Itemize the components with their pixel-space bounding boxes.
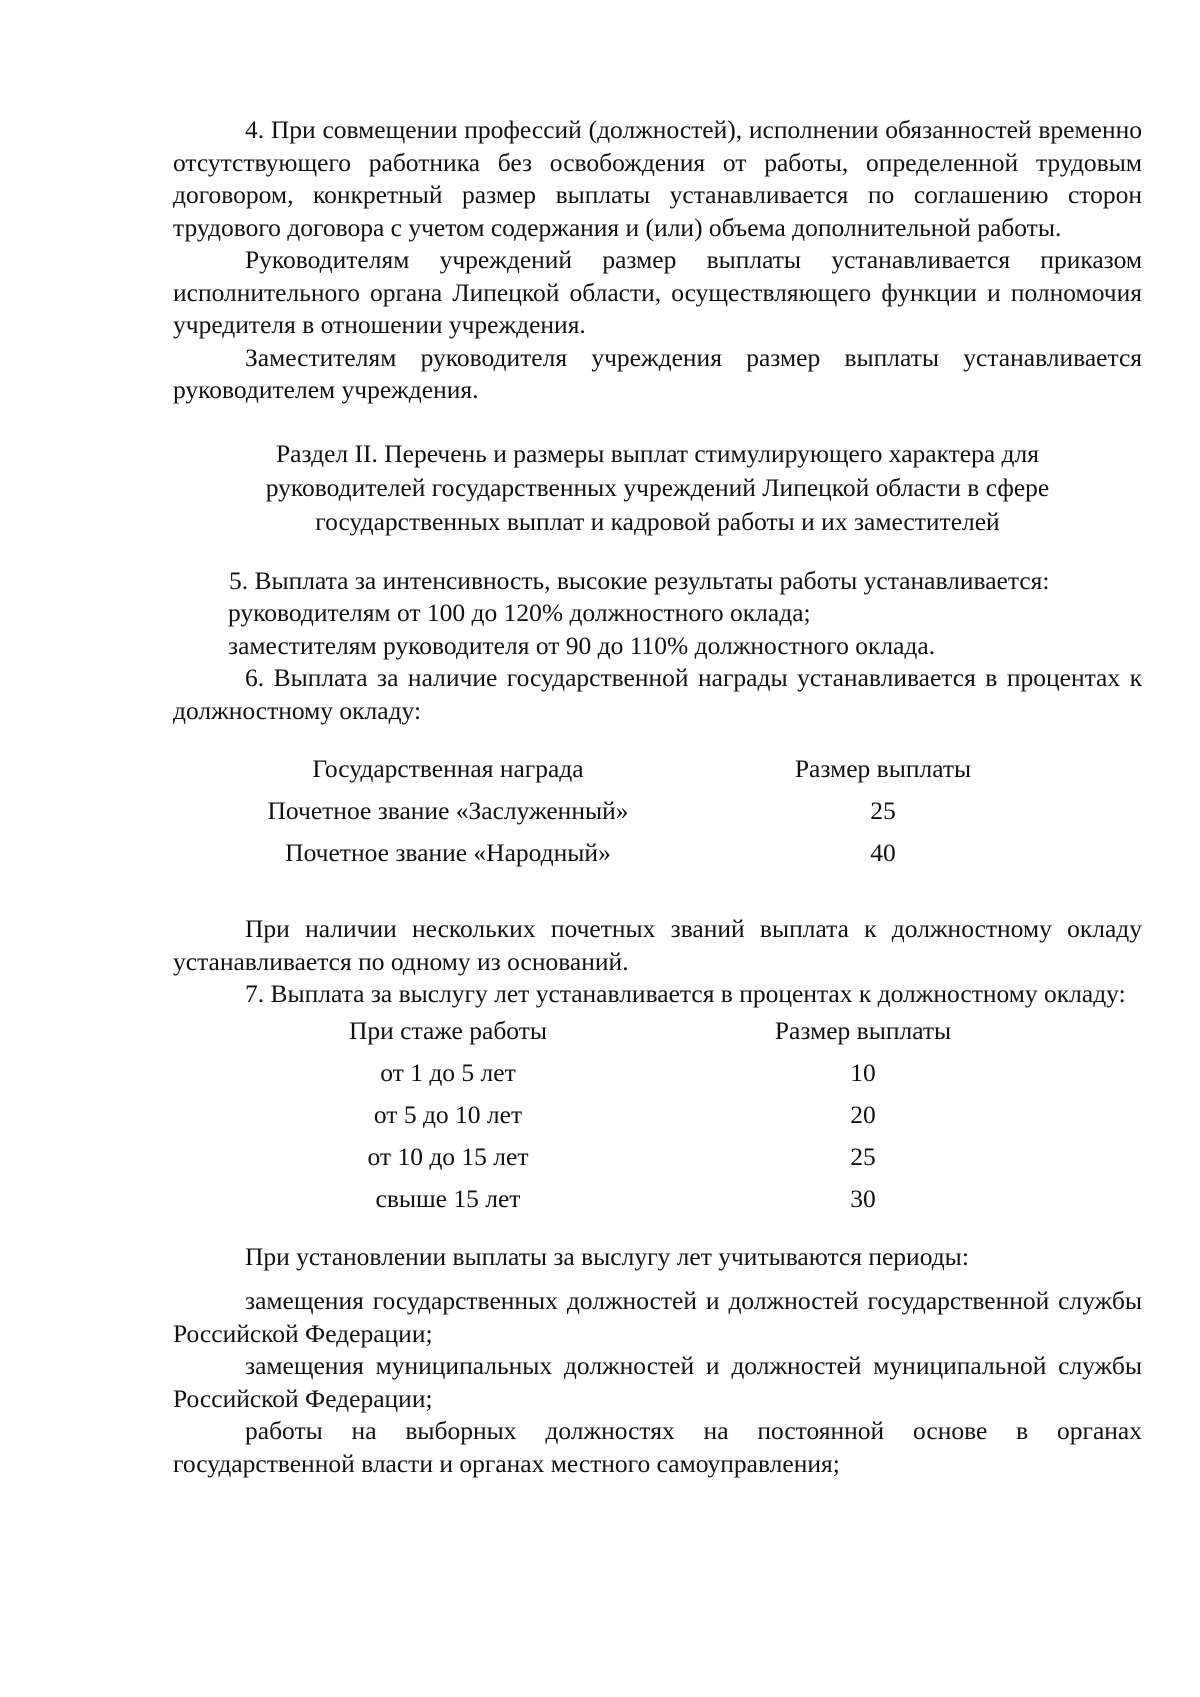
paragraph-heads-payment: Руководителям учреждений размер выплаты устанавливается приказом исполнительного органа Липецкой области, осуществляющего функции и полномочия учредителя в отношении учреждения. bbox=[173, 245, 1142, 339]
table-row bbox=[173, 1057, 1142, 1101]
paragraph-period-elected-positions: работы на выборных должностях на постоянной основе в органах государственной власти и органах местного самоуправления; bbox=[173, 1416, 1142, 1478]
seniority-table-header-col2: Размер выплаты bbox=[774, 1015, 952, 1045]
paragraph-period-state-service: замещения государственных должностей и должностей государственной службы Российской Федерации; bbox=[173, 1286, 1142, 1348]
paragraph-periods-intro: При установлении выплаты за выслугу лет учитываются периоды: bbox=[245, 1241, 969, 1271]
section-heading-line-3: государственных выплат и кадровой работы и их заместителей bbox=[315, 506, 1000, 536]
table-row bbox=[173, 795, 1142, 839]
seniority-table-header-col1: При стаже работы bbox=[349, 1015, 547, 1045]
seniority-period: свыше 15 лет bbox=[375, 1183, 521, 1213]
paragraph-item-7: 7. Выплата за выслугу лет устанавливается в процентах к должностному окладу: bbox=[245, 979, 1126, 1008]
seniority-period: от 1 до 5 лет bbox=[380, 1057, 516, 1087]
seniority-rate: 10 bbox=[850, 1057, 876, 1087]
item-5-deputies-rate: заместителям руководителя от 90 до 110% должностного оклада. bbox=[228, 630, 936, 660]
item-5-heads-rate: руководителям от 100 до 120% должностного оклада; bbox=[228, 598, 811, 627]
seniority-table-header bbox=[173, 1015, 1142, 1059]
award-rate: 25 bbox=[870, 796, 896, 825]
seniority-rate: 25 bbox=[850, 1141, 876, 1171]
paragraph-multiple-titles: При наличии нескольких почетных званий выплата к должностному окладу устанавливается по одному из оснований. bbox=[173, 914, 1142, 976]
seniority-rate: 20 bbox=[850, 1099, 876, 1129]
table-row bbox=[173, 837, 1142, 881]
document-page bbox=[173, 114, 1142, 1480]
paragraph-item-4: 4. При совмещении профессий (должностей), исполнении обязанностей временно отсутствующего работника без освобождения от работы, определенной трудовым договором, конкретный размер выплаты устанавливается по соглашению сторон трудового договора с учетом содержания и (или) объема дополнительной работы. bbox=[173, 115, 1142, 242]
section-heading bbox=[173, 437, 1142, 539]
seniority-period: от 10 до 15 лет bbox=[367, 1141, 529, 1171]
paragraph-period-municipal-service: замещения муниципальных должностей и должностей муниципальной службы Российской Федерации; bbox=[173, 1351, 1142, 1413]
paragraph-item-6: 6. Выплата за наличие государственной награды устанавливается в процентах к должностному окладу: bbox=[173, 663, 1142, 725]
award-name: Почетное звание «Заслуженный» bbox=[267, 796, 629, 825]
award-table-header-col1: Государственная награда bbox=[312, 754, 584, 783]
seniority-table bbox=[173, 1015, 1142, 1241]
award-table bbox=[173, 753, 1142, 881]
paragraph-deputies-payment: Заместителям руководителя учреждения размер выплаты устанавливается руководителем учреждения. bbox=[173, 342, 1142, 404]
table-row bbox=[173, 1183, 1142, 1227]
seniority-rate: 30 bbox=[850, 1183, 876, 1213]
table-row bbox=[173, 1099, 1142, 1143]
paragraph-item-5: 5. Выплата за интенсивность, высокие результаты работы устанавливается: bbox=[229, 565, 1050, 595]
section-heading-line-1: Раздел II. Перечень и размеры выплат стимулирующего характера для bbox=[276, 438, 1039, 468]
table-spacer bbox=[173, 881, 1142, 913]
award-rate: 40 bbox=[870, 838, 896, 867]
seniority-period: от 5 до 10 лет bbox=[373, 1099, 523, 1129]
award-table-header bbox=[173, 753, 1142, 797]
table-row bbox=[173, 1141, 1142, 1185]
paragraph-spacer bbox=[173, 1273, 1142, 1285]
section-heading-line-2: руководителей государственных учреждений Липецкой области в сфере bbox=[265, 472, 1050, 502]
award-table-header-col2: Размер выплаты bbox=[794, 754, 972, 783]
heading-spacer bbox=[173, 539, 1142, 565]
award-name: Почетное звание «Народный» bbox=[285, 838, 611, 867]
